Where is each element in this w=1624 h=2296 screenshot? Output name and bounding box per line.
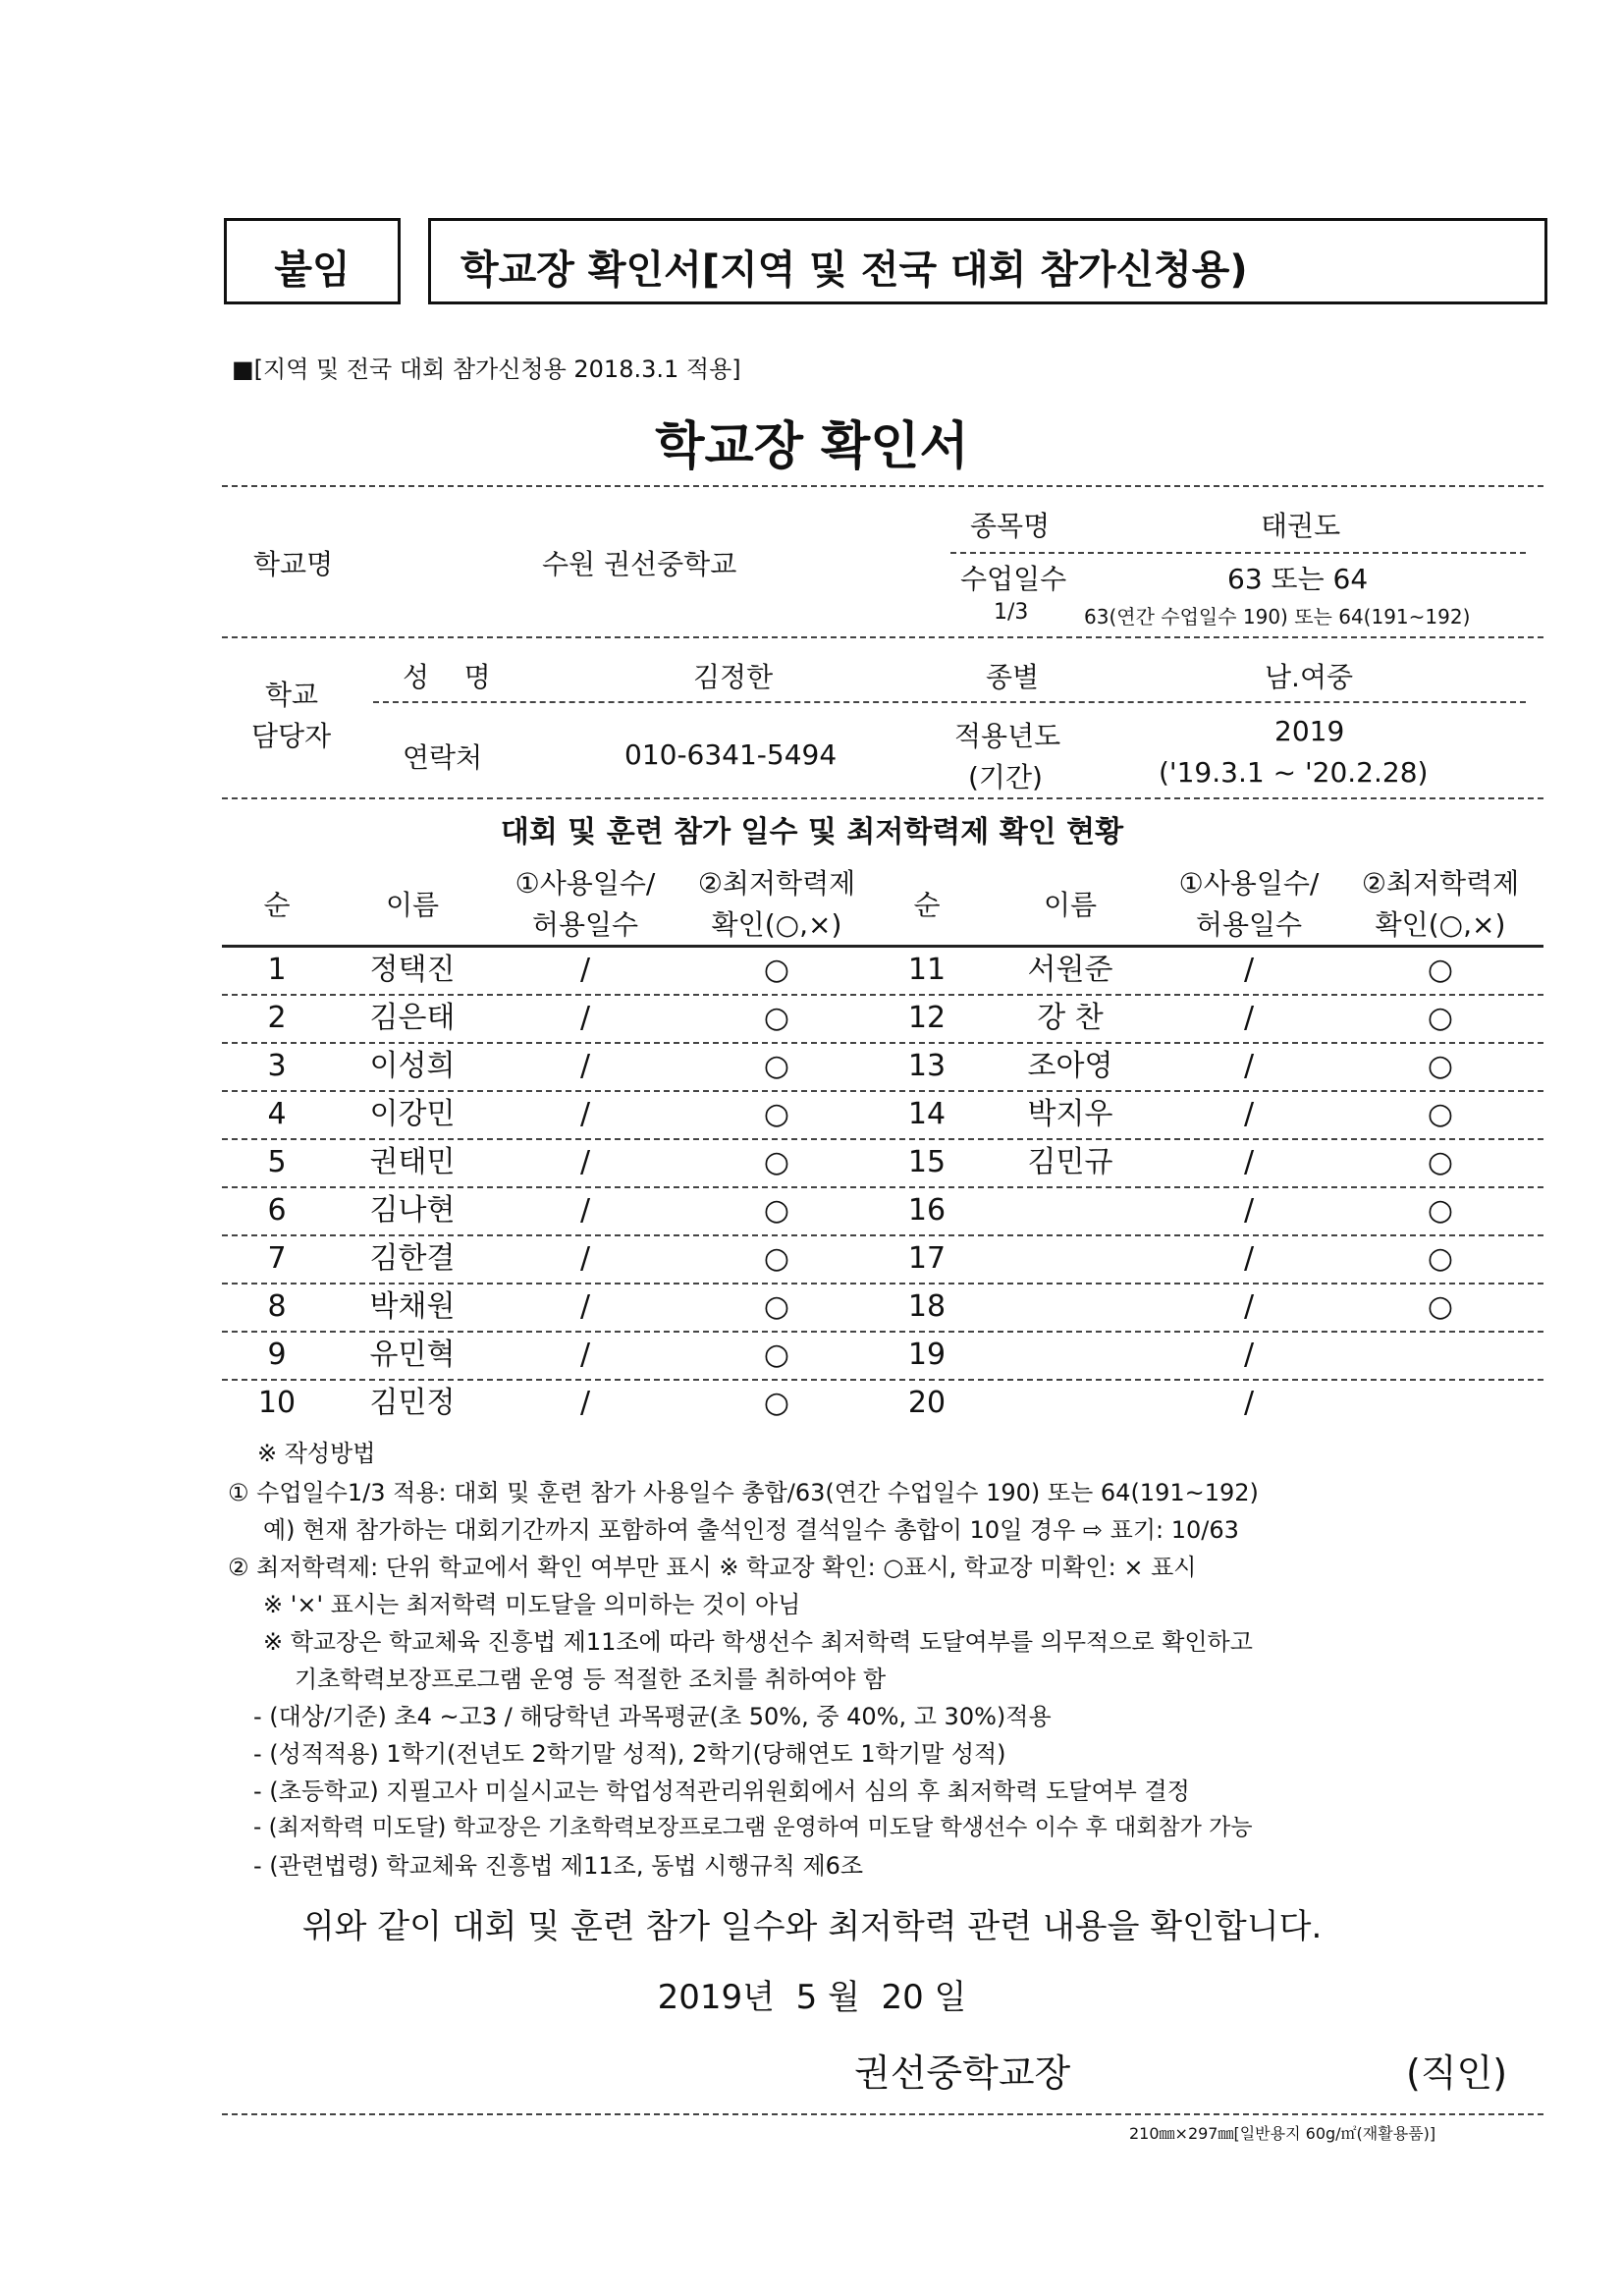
note-line: - (최저학력 미도달) 학교장은 기초학력보장프로그램 운영하여 미도달 학생선수 이수 후 대회참가 가능 (253, 1815, 1253, 1840)
sport-value: 태권도 (1261, 510, 1341, 542)
table-row-divider (222, 1186, 1543, 1188)
row-number: 10 (257, 1386, 297, 1420)
note-line: 예) 현재 참가하는 대회기간까지 포함하여 출석인정 결석일수 총합이 10일 경우 ⇨ 표기: 10/63 (263, 1516, 1239, 1544)
note-line: ① 수업일수1/3 적용: 대회 및 훈련 참가 사용일수 총합/63(연간 수업일수 190) 또는 64(191~192) (228, 1479, 1259, 1506)
min-achievement-check: ○ (763, 1386, 790, 1420)
row-number: 14 (907, 1097, 947, 1131)
staff-label: 학교 (265, 679, 319, 711)
student-name: 강 찬 (1037, 1001, 1104, 1035)
col-min-header: ②최저학력제 (697, 867, 856, 900)
year-label: 적용년도 (954, 720, 1061, 752)
col-min-header: 확인(○,×) (711, 908, 842, 941)
days-used: / (579, 1001, 591, 1035)
note-line: 기초학력보장프로그램 운영 등 적절한 조치를 취하여야 함 (295, 1666, 887, 1693)
days-used: / (1243, 1338, 1255, 1372)
student-name: 박지우 (1027, 1097, 1113, 1131)
days-used: / (1243, 953, 1255, 987)
col-name-header: 이름 (1043, 889, 1098, 921)
student-name: 김나현 (369, 1193, 456, 1228)
student-name: 유민혁 (369, 1338, 456, 1372)
row-number: 16 (907, 1193, 947, 1228)
student-name: 박채원 (369, 1289, 456, 1324)
min-achievement-check: ○ (1427, 1001, 1454, 1035)
col-min-header: 확인(○,×) (1375, 908, 1506, 941)
school-label: 학교명 (253, 548, 334, 580)
contact-value: 010-6341-5494 (624, 738, 838, 771)
days-used: / (579, 1289, 591, 1324)
table-header-rule (222, 945, 1543, 948)
row-number: 4 (267, 1097, 287, 1131)
student-name: 이성희 (369, 1049, 456, 1083)
days-used: / (579, 1049, 591, 1083)
note-line: - (대상/기준) 초4 ~고3 / 해당학년 과목평균(초 50%, 중 40%, 고 30%)적용 (253, 1703, 1052, 1730)
days-used: / (1243, 1193, 1255, 1228)
student-name: 조아영 (1027, 1049, 1113, 1083)
table-row-divider (222, 1331, 1543, 1333)
days-used: / (1243, 1001, 1255, 1035)
year-value: 2019 (1274, 715, 1345, 747)
table-row-divider (222, 1090, 1543, 1092)
min-achievement-check: ○ (1427, 1289, 1454, 1324)
attachment-tag-box (224, 218, 401, 304)
table-row-divider (222, 994, 1543, 996)
min-achievement-check: ○ (763, 1145, 790, 1179)
row-number: 7 (267, 1241, 287, 1276)
period-value: ('19.3.1 ~ '20.2.28) (1159, 756, 1429, 789)
table-row-divider (222, 1379, 1543, 1381)
min-achievement-check: ○ (763, 1241, 790, 1276)
min-achievement-check: ○ (1427, 1241, 1454, 1276)
days-used: / (579, 1097, 591, 1131)
min-achievement-check: ○ (763, 953, 790, 987)
student-name: 정택진 (369, 953, 456, 987)
col-no-header: 순 (913, 889, 941, 921)
table-row-divider (222, 1234, 1543, 1236)
days-value: 63 또는 64 (1227, 563, 1369, 595)
student-name: 김한결 (369, 1241, 456, 1276)
student-name: 김민정 (369, 1386, 456, 1420)
col-no-header: 순 (263, 889, 291, 921)
note-line: ※ '×' 표시는 최저학력 미도달을 의미하는 것이 아님 (263, 1591, 801, 1618)
days-used: / (1243, 1289, 1255, 1324)
row-number: 3 (267, 1049, 287, 1083)
days-used: / (579, 1241, 591, 1276)
table-row-divider (222, 1283, 1543, 1285)
col-used-header: ①사용일수/ (514, 867, 656, 900)
note-line: ② 최저학력제: 단위 학교에서 확인 여부만 표시 ※ 학교장 확인: ○표시, 학교장 미확인: × 표시 (228, 1554, 1197, 1581)
min-achievement-check: ○ (763, 1338, 790, 1372)
min-achievement-check: ○ (763, 1001, 790, 1035)
category-value: 남.여중 (1265, 661, 1354, 693)
divider (222, 797, 1543, 799)
table-row-divider (222, 1138, 1543, 1140)
divider (222, 636, 1543, 638)
table-title: 대회 및 훈련 참가 일수 및 최저학력제 확인 현황 (500, 815, 1124, 849)
row-number: 19 (907, 1338, 947, 1372)
period-label: (기간) (968, 761, 1043, 793)
row-number: 6 (267, 1193, 287, 1228)
school-name: 수원 권선중학교 (542, 548, 737, 580)
table-row-divider (222, 1042, 1543, 1044)
sport-label: 종목명 (970, 510, 1051, 542)
divider (373, 701, 1526, 703)
student-name: 권태민 (369, 1145, 456, 1179)
col-used-header: ①사용일수/ (1178, 867, 1320, 900)
row-number: 8 (267, 1289, 287, 1324)
days-used: / (579, 1193, 591, 1228)
header-title-box (428, 218, 1547, 304)
row-number: 18 (907, 1289, 947, 1324)
seal: (직인) (1406, 2051, 1508, 2095)
col-used-header: 허용일수 (531, 908, 639, 941)
notes-heading: ※ 작성방법 (257, 1440, 376, 1467)
divider (222, 485, 1543, 487)
row-number: 11 (907, 953, 947, 987)
note-line: - (성적적용) 1학기(전년도 2학기말 성적), 2학기(당해연도 1학기말 성적) (253, 1740, 1006, 1768)
col-used-header: 허용일수 (1195, 908, 1303, 941)
note-line: ※ 학교장은 학교체육 진흥법 제11조에 따라 학생선수 최저학력 도달여부를 의무적으로 확인하고 (263, 1628, 1253, 1656)
issue-date: 2019년 5 월 20 일 (657, 1978, 967, 2017)
form-note: ■[지역 및 전국 대회 참가신청용 2018.3.1 적용] (232, 355, 741, 383)
row-number: 2 (267, 1001, 287, 1035)
row-number: 5 (267, 1145, 287, 1179)
days-used: / (1243, 1241, 1255, 1276)
divider (950, 552, 1526, 554)
third-value: 63(연간 수업일수 190) 또는 64(191~192) (1084, 605, 1471, 629)
days-used: / (1243, 1386, 1255, 1420)
row-number: 13 (907, 1049, 947, 1083)
days-used: / (1243, 1049, 1255, 1083)
document-title: 학교장 확인서 (655, 417, 969, 476)
min-achievement-check: ○ (1427, 1145, 1454, 1179)
row-number: 9 (267, 1338, 287, 1372)
header-title: 학교장 확인서[지역 및 전국 대회 참가신청용) (460, 247, 1248, 293)
student-name: 김민규 (1027, 1145, 1113, 1179)
note-line: - (초등학교) 지필고사 미실시교는 학업성적관리위원회에서 심의 후 최저학력 도달여부 결정 (253, 1777, 1190, 1805)
min-achievement-check: ○ (1427, 1097, 1454, 1131)
row-number: 1 (267, 953, 287, 987)
manager-name: 김정한 (693, 661, 774, 693)
days-used: / (1243, 1097, 1255, 1131)
student-name: 서원준 (1027, 953, 1113, 987)
paper-spec: 210㎜×297㎜[일반용지 60g/㎡(재활용품)] (1129, 2124, 1436, 2143)
min-achievement-check: ○ (763, 1289, 790, 1324)
third-label: 1/3 (994, 600, 1029, 625)
days-label: 수업일수 (960, 563, 1067, 595)
confirm-text: 위와 같이 대회 및 훈련 참가 일수와 최저학력 관련 내용을 확인합니다. (301, 1907, 1323, 1946)
divider (222, 2113, 1543, 2115)
min-achievement-check: ○ (763, 1097, 790, 1131)
student-name: 이강민 (369, 1097, 456, 1131)
min-achievement-check: ○ (1427, 953, 1454, 987)
contact-label: 연락처 (403, 741, 483, 774)
student-name: 김은태 (369, 1001, 456, 1035)
days-used: / (579, 953, 591, 987)
col-name-header: 이름 (385, 889, 440, 921)
row-number: 15 (907, 1145, 947, 1179)
col-min-header: ②최저학력제 (1361, 867, 1520, 900)
min-achievement-check: ○ (1427, 1193, 1454, 1228)
row-number: 20 (907, 1386, 947, 1420)
days-used: / (579, 1386, 591, 1420)
row-number: 17 (907, 1241, 947, 1276)
min-achievement-check: ○ (1427, 1049, 1454, 1083)
min-achievement-check: ○ (763, 1193, 790, 1228)
min-achievement-check: ○ (763, 1049, 790, 1083)
category-label: 종별 (986, 661, 1040, 693)
days-used: / (579, 1145, 591, 1179)
days-used: / (579, 1338, 591, 1372)
attachment-tag: 붙임 (274, 247, 351, 293)
name-label: 성 명 (403, 661, 491, 693)
note-line: - (관련법령) 학교체육 진흥법 제11조, 동법 시행규칙 제6조 (253, 1852, 864, 1880)
days-used: / (1243, 1145, 1255, 1179)
row-number: 12 (907, 1001, 947, 1035)
signer: 권선중학교장 (854, 2051, 1071, 2095)
staff-label: 담당자 (251, 720, 332, 752)
